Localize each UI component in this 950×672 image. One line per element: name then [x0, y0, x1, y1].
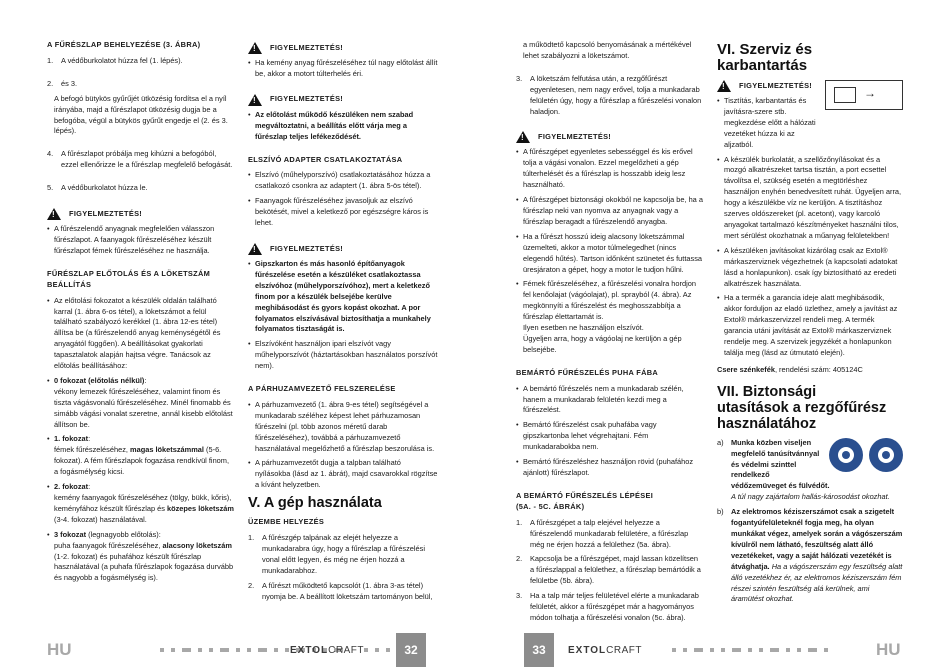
list-item: • A párhuzamvezető (1. ábra 9-es tétel) segítségével a munkadarab széléhez képest lehet párhuzamosan fűrészelni (pl. több azonos méretű darab fűrészeléséhez), továbbá a párhuzamvezető használatával megelőzhető a fűrészlap beszorulása is.: [248, 399, 435, 453]
warning-icon: [248, 243, 262, 255]
ppe-icons: [829, 438, 903, 472]
section-heading: FŰRÉSZLAP ELŐTOLÁS ÉS A LÖKETSZÁM BEÁLLÍTÁS: [47, 268, 211, 289]
warning-heading: ! FIGYELMEZTETÉS!: [248, 42, 438, 54]
step-item: 3. Ha a talp már teljes felületével elérte a munkadarab felületét, akkor a fűrészgépet már a hagyományos módon tolhatja a fűrészelési vonalon (5c. ábra).: [516, 591, 699, 622]
language-code-left: HU: [47, 640, 72, 659]
list-item: • A készüléken javításokat kizárólag csak az Extol® márkaszerviznek végezhetnek (a kapcsolati adatokat lásd a honlapunkon). csak így biztosítható az eredeti alkatrészek használata.: [717, 245, 898, 288]
section-heading: ELSZÍVÓ ADAPTER CSATLAKOZTATÁSA: [248, 154, 403, 164]
column-1: [47, 40, 235, 588]
section-heading: BEMÁRTÓ FŰRÉSZELÉS PUHA FÁBA: [516, 367, 658, 377]
safety-item: a) Munka közben viseljen megfelelő tanúsítvánnyal és védelmi szinttel rendelkező védőzemüveget és fülvédőt. A túl nagy zajártalom hallás-károsodást okozhat.: [717, 438, 903, 503]
step-item: 2. A fűrészt működtető kapcsolót (1. ábra 3-as tétel) nyomja be. A beállított löketszám tartományon belül,: [248, 580, 433, 601]
brand-logo-right: EXTOLCRAFT: [568, 645, 642, 656]
footer-dots-right: [672, 648, 828, 653]
step-item: 5. A védőburkolatot húzza le.: [47, 183, 148, 193]
ear-protection-icon: [869, 438, 903, 472]
column-4: [717, 40, 903, 609]
warning-heading: ! FIGYELMEZTETÉS!: [717, 80, 819, 92]
section-heading: A BEMÁRTÓ FŰRÉSZELÉS LÉPÉSEI: [516, 490, 654, 500]
section-heading: A FŰRÉSZLAP BEHELYEZÉSE (3. ÁBRA): [47, 40, 201, 49]
section-heading: A PÁRHUZAMVEZETŐ FELSZERELÉSE: [248, 384, 396, 394]
list-item: • Elszívóként használjon ipari elszívót vagy műhelyporszívót (háztartásokban használatos porszívót nem).: [248, 339, 438, 371]
unplug-icon: [825, 80, 903, 110]
footer-dots-left-inner: [364, 648, 390, 653]
list-item: • Ha kemény anyag fűrészeléséhez túl nagy előtolást állít be, akkor a motort túlterhelés éri.: [248, 58, 438, 78]
step-item: 1. A védőburkolatot húzza fel (1. lépés).: [47, 55, 183, 65]
list-item: • 3 fokozat (legnagyobb előtolás): puha faanyagok fűrészeléséhez, alacsony löketszám (1-2. fokozat) és puhafához készült fűrészlap használatával (a puhafa fűrészlapok fogazása durvább és nagyobb a fogásmélység is).: [47, 529, 234, 583]
step-text: a működtető kapcsoló benyomásának a mértékével lehet szabályozni a löketszámot.: [523, 40, 692, 60]
column-2: [248, 40, 438, 607]
warning-icon: [248, 94, 262, 106]
chapter-title: VII. Biztonsági utasítások a rezgőfűrész használatához: [717, 383, 887, 432]
step-item: 2. Kapcsolja be a fűrészgépet, majd lassan közelítsen a fűrészlappal a felülethez, a fűrészlap bemártódik a felületbe (5b. ábra).: [516, 554, 701, 586]
safety-item: b) Az elektromos kéziszerszámot csak a szigetelt fogantyúfelületeknél fogja meg, ha olyan munkákat végez, amelyek során a vágószerszám kívülről nem látható, feszültség alatt álló vezetékeket, vagy a saját hálózati vezetékét is átvághatja. Ha a vágószerszám egy feszültség alatt álló vezetékhez ér, az elektromos kéziszerszám fém részei szintén feszültség alá kerülnek, ami áramütést okozhat.: [717, 507, 903, 604]
list-item: • A fűrészelendő anyagnak megfelelően válasszon fűrészlapot. A faanyagok fűrészeléséhez készült fűrészlapot fémek fűrészeléséhez ne használja.: [47, 224, 215, 255]
warning-heading: ! FIGYELMEZTETÉS!: [516, 131, 704, 143]
list-item: • A párhuzamvezetőt dugja a talpban található nyílásokba (lásd az 1. ábrát), majd csavarokkal rögzítse a kívánt helyzetben.: [248, 458, 438, 490]
list-item: • Tisztítás, karbantartás és javításra-szere stb. megkezdése előtt a hálózati vezetéket húzza ki az aljzatból.: [717, 96, 816, 149]
warning-icon: [47, 208, 61, 220]
list-item: • 1. fokozat: fémek fűrészeléséhez, magas löketszámmal (5-6. fokozat). A fém fűrészlapok fogazása rendkívül finom, a fogásmélység kicsi.: [47, 434, 229, 477]
page-footer: [0, 633, 950, 672]
warning-heading: ! FIGYELMEZTETÉS!: [248, 243, 438, 255]
list-item: • A fűrészgépet biztonsági okokból ne kapcsolja be, ha a fűrészlap neki van nyomva az anyagnak vagy a fűrészlap beragadt a fűrészelendő anyagba.: [516, 195, 703, 226]
list-item: • Bemártó fűrészeléshez használjon rövid (puhafához ajánlott) fűrészlapot.: [516, 457, 694, 477]
goggles-icon: [829, 438, 863, 472]
step-item: 1. A fűrészgépet a talp elejével helyezze a fűrészelendő munkadarab felületére, a fűrészlap még ne érjen hozzá a felülethez (5a. ábra).: [516, 517, 689, 549]
chapter-title: VI. Szerviz és karbantartás: [717, 41, 813, 74]
list-item: • A fűrészgépet egyenletes sebességgel és kis erővel tolja a vágási vonalon. Ezzel megelőzheti a gép túlterhelését és a fűrészlap is hosszabb ideig lesz használható.: [516, 147, 693, 190]
warning-heading: ! FIGYELMEZTETÉS!: [47, 208, 235, 220]
column-3: [516, 40, 704, 628]
page-number-left: 32: [396, 633, 426, 667]
list-item: • Az előtolási fokozatot a készülék oldalán található karral (1. ábra 6-os tétel), a löketszámot a felül található szabályozó kerékkel (1. ábra 12-es tétel) állítsa be (a fűrészelendő anyag keménységétől és anyagától függően). A beállításokat gyakorlati tapasztalatok alapján hajtsa végre. Tanácsok az előtolás beállításához:: [47, 295, 221, 371]
list-item: • A bemártó fűrészelés nem a munkadarab szélén, hanem a munkadarab felületén kezdi meg a fűrészelést.: [516, 383, 684, 415]
page-number-right: 33: [524, 633, 554, 667]
step-item: 4. A fűrészlapot próbálja meg kihúzni a befogóból, ezzel ellenőrizze le a fűrészlap megfelelő befogását.: [47, 149, 233, 170]
part-number: Csere szénkefék, rendelési szám: 405124C: [717, 364, 863, 374]
step-item: 2. és 3.: [47, 78, 78, 88]
list-item: • 2. fokozat: kemény faanyagok fűrészeléséhez (tölgy, bükk, kőris), keményfához készült fűrészlap és közepes löketszám (3-4. fokozat) használatával.: [47, 482, 234, 524]
step-text: A befogó bütykös gyűrűjét ütközésig fordítsa el a nyíl irányába, majd a fűrészlapot ütközésig dugja be a befogóba, végül a bütykös gyűrűt engedje el (2. és 3. lépés).: [54, 93, 228, 136]
list-item: • Ha a fűrészt hosszú ideig alacsony löketszámmal üzemelteti, akkor a motor túlmelegedhet (nincs elegendő hűtés). Tartson időnként szünetet és futtassa üresjáraton a gépet, hogy a motor le tudjon hűlni.: [516, 231, 702, 274]
list-item: • A készülék burkolatát, a szellőzőnyílásokat és a mozgó alkatrészeket tartsa tisztán, a port ecsettel távolítsa el, szükség esetén a megtörléshez használjon enyhén benedvesített ruhát. Ügyeljen arra, hogy a készülékbe víz ne kerüljön. A tisztításhoz szerves oldószereket (pl. acetont), vagy karcoló anyagokat tartalmazó készítményeket használni tilos, mert sérülést okozhatnak a műanyag felületekben!: [717, 154, 902, 240]
section-heading: (5A. - 5C. ÁBRÁK): [516, 501, 585, 511]
language-code-right: HU: [876, 640, 901, 659]
list-item: • Az előtolást működő készüléken nem szabad megváltoztatni, a beállítás előtt várja meg a fűrészlap teljes lefékeződését.: [248, 109, 414, 141]
warning-icon: [516, 131, 530, 143]
warning-icon: [717, 80, 731, 92]
list-item: • Ha a termék a garancia ideje alatt meghibásodik, akkor forduljon az eladó üzlethez, amely a javítást az Extol® márkaszervizzel rendeli meg. A termék garancia utáni javítását az Extol® márkaszerviznek rendelje meg. A szervizek jegyzékét a honlapunkon találja meg (lásd az útmutató elején).: [717, 293, 898, 357]
step-item: 3. A löketszám felfutása után, a rezgőfűrészt egyenletesen, nem nagy erővel, tolja a munkadarab felületén úgy, hogy a fűrészlap a fűrészelési vonalon haladjon.: [516, 73, 702, 116]
chapter-title: V. A gép használata: [248, 495, 382, 512]
warning-icon: [248, 42, 262, 54]
brand-logo-left: EXTOLCRAFT: [290, 645, 364, 656]
list-item: • Faanyagok fűrészeléséhez javasoljuk az elszívó bekötését, mivel a keletkező por egészségre káros is lehet.: [248, 196, 429, 228]
section-heading: ÜZEMBE HELYEZÉS: [248, 517, 325, 527]
warning-heading: ! FIGYELMEZTETÉS!: [248, 94, 438, 106]
list-item: • Elszívó (műhelyporszívó) csatlakoztatásához húzza a csatlakozó csonkra az adaptert (1. ábra 5-ös tétel).: [248, 170, 431, 191]
list-item: • 0 fokozat (előtolás nélkül): vékony lemezek fűrészeléséhez, valamint finom és tiszta vágásvonalú fűrészeléséhez. Minél finomabb és simább vágási vonalat szeretne, annál kisebb előtolást állítson be.: [47, 375, 233, 429]
list-item: • Gipszkarton és más hasonló építőanyagok fűrészelése esetén a készüléket csatlakoztassa elszívóhoz (műhelyporszívóhoz), mert a keletkező finom por a készülék belsejébe kerülve meghibásodást és gyors kopást okozhat. A por folyamatos elszívásával biztosíthatja a munkahely folyamatos tisztaságát is.: [248, 258, 431, 334]
list-item: • Bemártó fűrészelést csak puhafába vagy gipszkartonba lehet végrehajtani. Fém munkadarabokba nem.: [516, 420, 657, 452]
step-item: 1. A fűrészgép talpának az elejét helyezze a munkadarabra úgy, hogy a fűrészlap a fűrészelési vonal előtt legyen, és még ne érjen hozzá a munkadarabhoz.: [248, 533, 425, 575]
list-item: • Fémek fűrészeléséhez, a fűrészelési vonalra hordjon fel kenőolajat (vágóolajat), pl. sprayból (4. ábra). Az megkönnyíti a fűrészelést és meghosszabbítja a fűrészlap élettartamát is. Ilyen esetben ne használjon elszívót. Ügyeljen arra, hogy a vágóolaj ne kerüljön a gép belsejébe.: [516, 279, 696, 354]
